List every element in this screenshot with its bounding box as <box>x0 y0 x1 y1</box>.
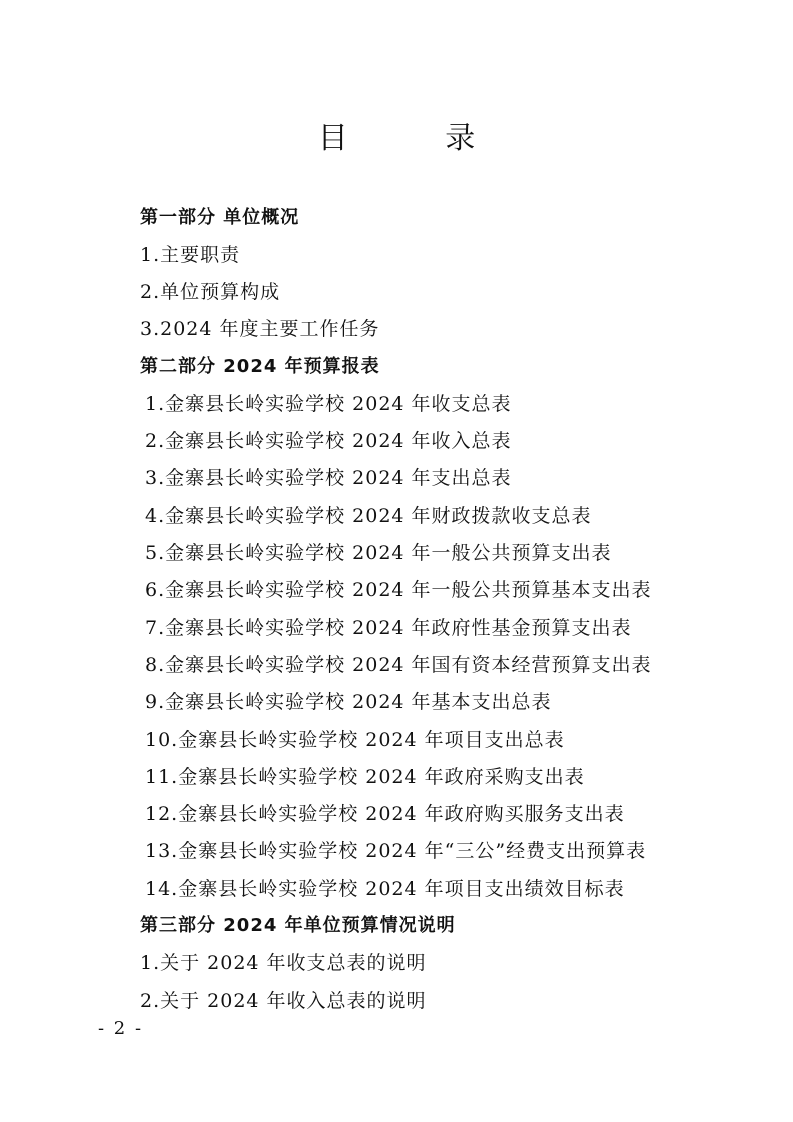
toc-item-1-1: 1.主要职责 <box>140 244 241 266</box>
page-title: 目 录 <box>317 121 520 156</box>
toc-item-2-14: 14.金寨县长岭实验学校 2024 年项目支出绩效目标表 <box>145 878 625 900</box>
toc-item-2-1: 1.金寨县长岭实验学校 2024 年收支总表 <box>145 393 512 415</box>
toc-item-2-11: 11.金寨县长岭实验学校 2024 年政府采购支出表 <box>145 766 585 788</box>
toc-item-2-5: 5.金寨县长岭实验学校 2024 年一般公共预算支出表 <box>145 542 612 564</box>
toc-item-3-2: 2.关于 2024 年收入总表的说明 <box>140 990 427 1012</box>
toc-item-2-3: 3.金寨县长岭实验学校 2024 年支出总表 <box>145 467 512 489</box>
part-2-heading: 第二部分 2024 年预算报表 <box>140 356 380 377</box>
toc-item-3-1: 1.关于 2024 年收支总表的说明 <box>140 952 427 974</box>
toc-item-2-8: 8.金寨县长岭实验学校 2024 年国有资本经营预算支出表 <box>145 654 652 676</box>
toc-item-2-2: 2.金寨县长岭实验学校 2024 年收入总表 <box>145 430 512 452</box>
toc-item-2-10: 10.金寨县长岭实验学校 2024 年项目支出总表 <box>145 729 565 751</box>
part-3-heading: 第三部分 2024 年单位预算情况说明 <box>140 915 456 936</box>
toc-item-2-6: 6.金寨县长岭实验学校 2024 年一般公共预算基本支出表 <box>145 579 652 601</box>
toc-item-1-2: 2.单位预算构成 <box>140 281 281 303</box>
toc-item-2-13: 13.金寨县长岭实验学校 2024 年“三公”经费支出预算表 <box>145 840 647 862</box>
toc-item-2-7: 7.金寨县长岭实验学校 2024 年政府性基金预算支出表 <box>145 617 632 639</box>
toc-item-2-9: 9.金寨县长岭实验学校 2024 年基本支出总表 <box>145 691 552 713</box>
toc-item-2-12: 12.金寨县长岭实验学校 2024 年政府购买服务支出表 <box>145 803 625 825</box>
part-1-heading: 第一部分 单位概况 <box>140 207 300 228</box>
toc-item-1-3: 3.2024 年度主要工作任务 <box>140 318 380 340</box>
toc-item-2-4: 4.金寨县长岭实验学校 2024 年财政拨款收支总表 <box>145 505 592 527</box>
page-number: - 2 - <box>98 1018 144 1039</box>
